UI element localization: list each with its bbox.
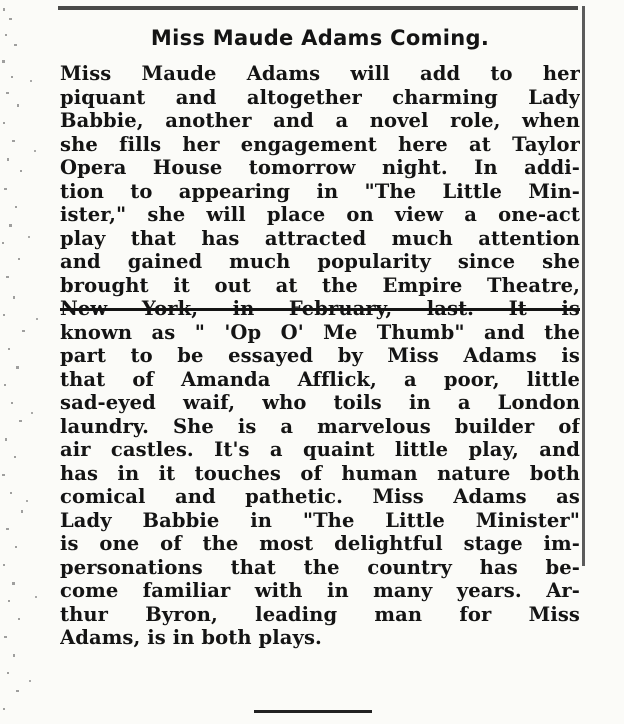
article-line: play that has attracted much attention [60,226,580,250]
article-headline: Miss Maude Adams Coming. [150,26,490,50]
article-line: brought it out at the Empire Theatre, [60,273,580,297]
article-line: tion to appearing in "The Little Min- [60,179,580,203]
article-line-struck: New York, in February, last. It is [60,297,580,320]
top-border-rule [58,6,578,10]
article-line: known as " 'Op O' Me Thumb" and the [60,320,580,344]
article-line: that of Amanda Afflick, a poor, little [60,367,580,391]
end-of-article-rule [254,710,372,713]
article-line: Miss Maude Adams will add to her [60,62,580,85]
article-line: comical and pathetic. Miss Adams as [60,485,580,508]
article-line: come familiar with in many years. Ar- [60,579,580,602]
article-line: Opera House tomorrow night. In addi- [60,156,580,179]
article-line: air castles. It's a quaint little play, and [60,438,580,461]
article-line: and gained much popularity since she [60,250,580,273]
article-line: laundry. She is a marvelous builder of [60,414,580,438]
article-line: ister," she will place on view a one-act [60,203,580,226]
article-body [60,62,580,650]
article-line: personations that the country has be- [60,555,580,579]
article-line: sad-eyed waif, who toils in a London [60,391,580,414]
article-line: Lady Babbie in "The Little Minister" [60,508,580,532]
article-line: she fills her engagement here at Taylor [60,132,580,156]
torn-left-edge [0,0,46,724]
article-line: is one of the most delightful stage im- [60,532,580,555]
article-line: part to be essayed by Miss Adams is [60,344,580,367]
article-line: has in it touches of human nature both [60,461,580,485]
article-line: thur Byron, leading man for Miss [60,602,580,626]
article-line: piquant and altogether charming Lady [60,85,580,109]
article-line: Babbie, another and a novel role, when [60,109,580,132]
right-border-rule [582,6,585,566]
article-line: Adams, is in both plays. [60,626,322,649]
